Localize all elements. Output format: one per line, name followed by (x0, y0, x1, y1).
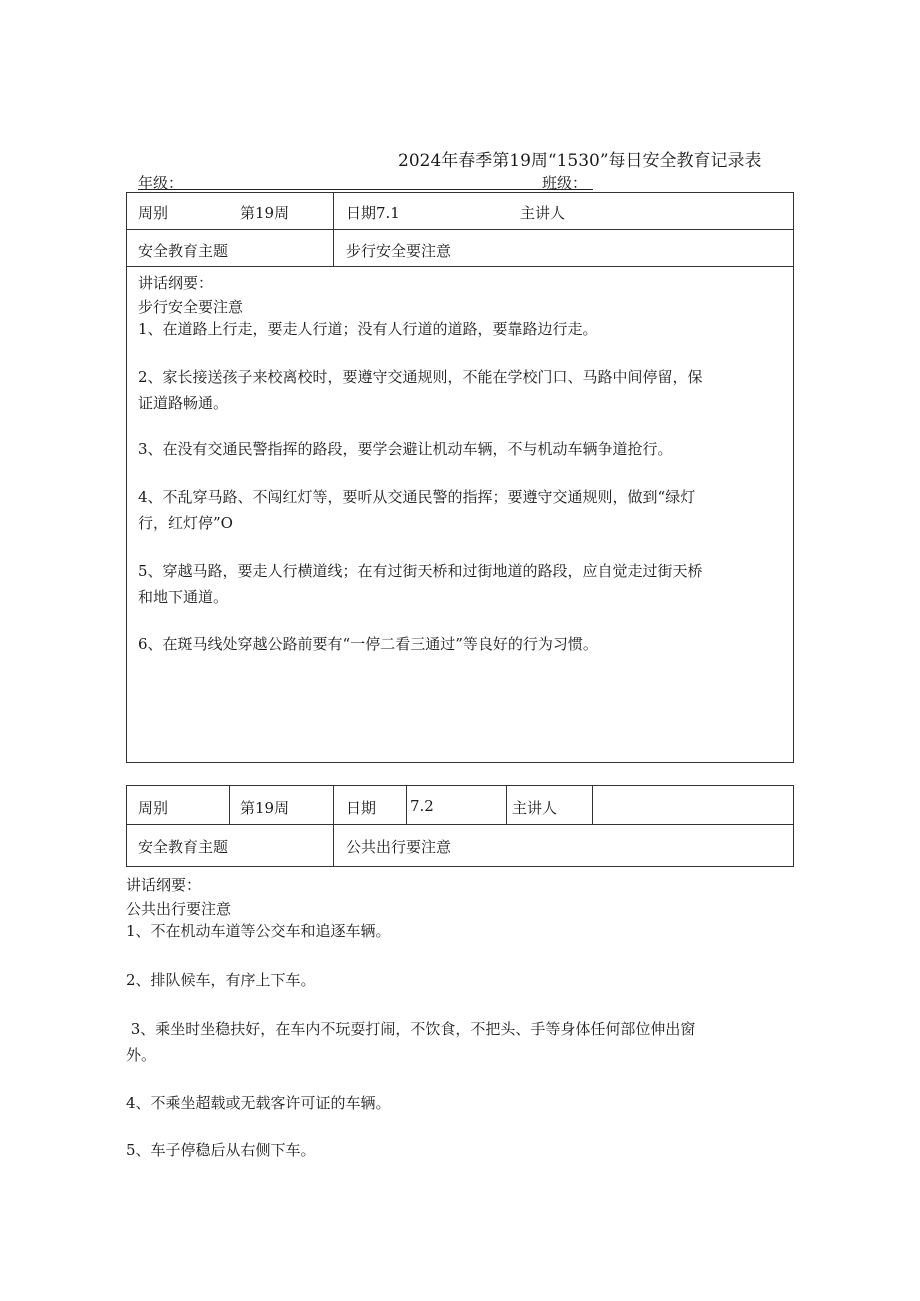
record1-row-divider (126, 266, 794, 267)
record2-col-divider (229, 785, 230, 824)
record2-item: 外。 (126, 1046, 157, 1064)
record2-outline-title: 公共出行要注意 (126, 900, 232, 918)
record2-col-divider (333, 785, 334, 867)
record2-item: 5、车子停稳后从右侧下车。 (126, 1141, 316, 1159)
record1-table (126, 192, 794, 763)
record2-date-label: 日期 (346, 799, 377, 817)
record2-outline-label: 讲话纲要： (126, 876, 202, 894)
record1-item: 行，红灯停”O (138, 514, 233, 532)
record1-row-divider (126, 229, 794, 230)
record2-col-divider (406, 785, 407, 824)
record1-date-label: 日期7.1 (346, 204, 400, 222)
record2-theme-label: 安全教育主题 (138, 838, 229, 856)
record2-col-divider (506, 785, 507, 824)
record1-outline-label: 讲话纲要： (138, 274, 214, 292)
record2-date-value: 7.2 (410, 797, 434, 815)
record2-row-divider (126, 824, 794, 825)
record2-speaker-label: 主讲人 (512, 799, 558, 817)
record1-item: 1、在道路上行走，要走人行道；没有人行道的道路，要靠路边行走。 (138, 320, 598, 338)
grade-class-underline (138, 189, 593, 190)
record1-theme-value: 步行安全要注意 (346, 242, 452, 260)
record2-theme-value: 公共出行要注意 (346, 838, 452, 856)
record2-item: 1、不在机动车道等公交车和追逐车辆。 (126, 922, 391, 940)
record1-item: 4、不乱穿马路、不闯红灯等，要听从交通民警的指挥；要遵守交通规则，做到“绿灯 (138, 488, 696, 506)
record1-item: 证道路畅通。 (138, 394, 229, 412)
class-label: 班级： (542, 174, 588, 192)
record2-item: 4、不乘坐超载或无载客许可证的车辆。 (126, 1094, 391, 1112)
record1-item: 3、在没有交通民警指挥的路段，要学会避让机动车辆，不与机动车辆争道抢行。 (138, 440, 673, 458)
record1-outline-title: 步行安全要注意 (138, 298, 244, 316)
record2-week-label: 周别 (138, 799, 169, 817)
record2-col-divider (592, 785, 593, 824)
record2-item: 2、排队候车，有序上下车。 (126, 971, 316, 989)
record1-item: 和地下通道。 (138, 588, 229, 606)
grade-label: 年级： (138, 174, 184, 192)
record2-week-value: 第19周 (240, 799, 290, 817)
record1-col-divider (333, 192, 334, 266)
record1-week-label: 周别 (138, 204, 169, 222)
record1-item: 6、在斑马线处穿越公路前要有“一停二看三通过”等良好的行为习惯。 (138, 635, 598, 653)
record2-item: 3、乘坐时坐稳扶好，在车内不玩耍打闹，不饮食，不把头、手等身体任何部位伸出窗 (126, 1020, 696, 1038)
page-title: 2024年春季第19周“1530”每日安全教育记录表 (398, 151, 762, 171)
record1-item: 5、穿越马路，要走人行横道线；在有过街天桥和过街地道的路段，应自觉走过街天桥 (138, 562, 703, 580)
record1-week-value: 第19周 (240, 204, 290, 222)
record1-theme-label: 安全教育主题 (138, 242, 229, 260)
record1-item: 2、家长接送孩子来校离校时，要遵守交通规则，不能在学校门口、马路中间停留，保 (138, 368, 703, 386)
record1-speaker-label: 主讲人 (520, 204, 566, 222)
